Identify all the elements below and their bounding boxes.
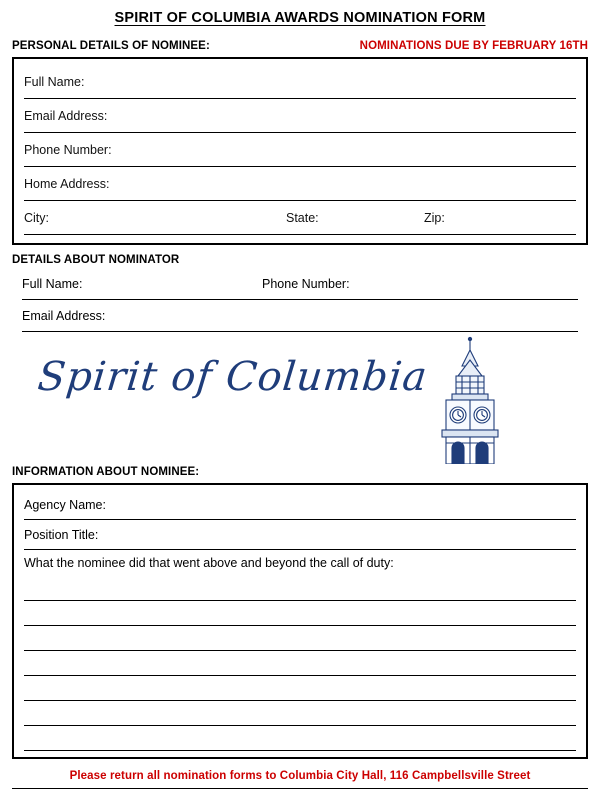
state-label: State: [286,210,319,225]
nominator-section-heading: DETAILS ABOUT NOMINATOR [12,254,180,266]
narrative-line-3[interactable] [24,626,576,651]
zip-label: Zip: [424,210,445,225]
phone-number-label: Phone Number: [24,142,112,157]
field-agency-name[interactable] [24,490,576,520]
field-full-name[interactable] [24,65,576,99]
nominator-full-name-label: Full Name: [22,276,83,291]
nominee-section-header-row [12,40,588,52]
narrative-line-6[interactable] [24,701,576,726]
clock-tower-icon [422,336,518,464]
nominee-details-box [12,57,588,245]
field-city-state-zip[interactable] [24,201,576,235]
agency-name-label: Agency Name: [24,497,106,512]
field-nominator-name-phone[interactable] [22,268,578,300]
page-title: SPIRIT OF COLUMBIA AWARDS NOMINATION FORM [114,10,486,26]
nominator-details-block [12,268,588,332]
full-name-label: Full Name: [24,74,85,89]
nominator-email-label: Email Address: [22,308,106,323]
logo-area [12,336,588,464]
narrative-prompt-text: What the nominee did that went above and beyond the call of duty: [24,556,394,570]
position-title-label: Position Title: [24,527,99,542]
info-section-heading: INFORMATION ABOUT NOMINEE: [12,466,200,478]
nominator-phone-label: Phone Number: [262,276,350,291]
field-phone-number[interactable] [24,133,576,167]
narrative-line-4[interactable] [24,651,576,676]
city-label: City: [24,210,49,225]
deadline-notice: NOMINATIONS DUE BY FEBRUARY 16TH [359,40,588,52]
spirit-of-columbia-wordmark: Spirit of Columbia [35,354,430,400]
field-nominator-email[interactable] [22,300,578,332]
narrative-line-5[interactable] [24,676,576,701]
return-notice: Please return all nomination forms to Columbia City Hall, 116 Campbellsville Street [69,770,531,782]
field-home-address[interactable] [24,167,576,201]
footer-divider [12,788,588,789]
narrative-prompt [24,550,576,576]
field-email-address[interactable] [24,99,576,133]
home-address-label: Home Address: [24,176,110,191]
narrative-line-7[interactable] [24,726,576,751]
info-about-nominee-box [12,483,588,759]
field-position-title[interactable] [24,520,576,550]
nominee-section-heading: PERSONAL DETAILS OF NOMINEE: [12,40,210,52]
narrative-line-2[interactable] [24,601,576,626]
narrative-line-1[interactable] [24,576,576,601]
email-address-label: Email Address: [24,108,108,123]
